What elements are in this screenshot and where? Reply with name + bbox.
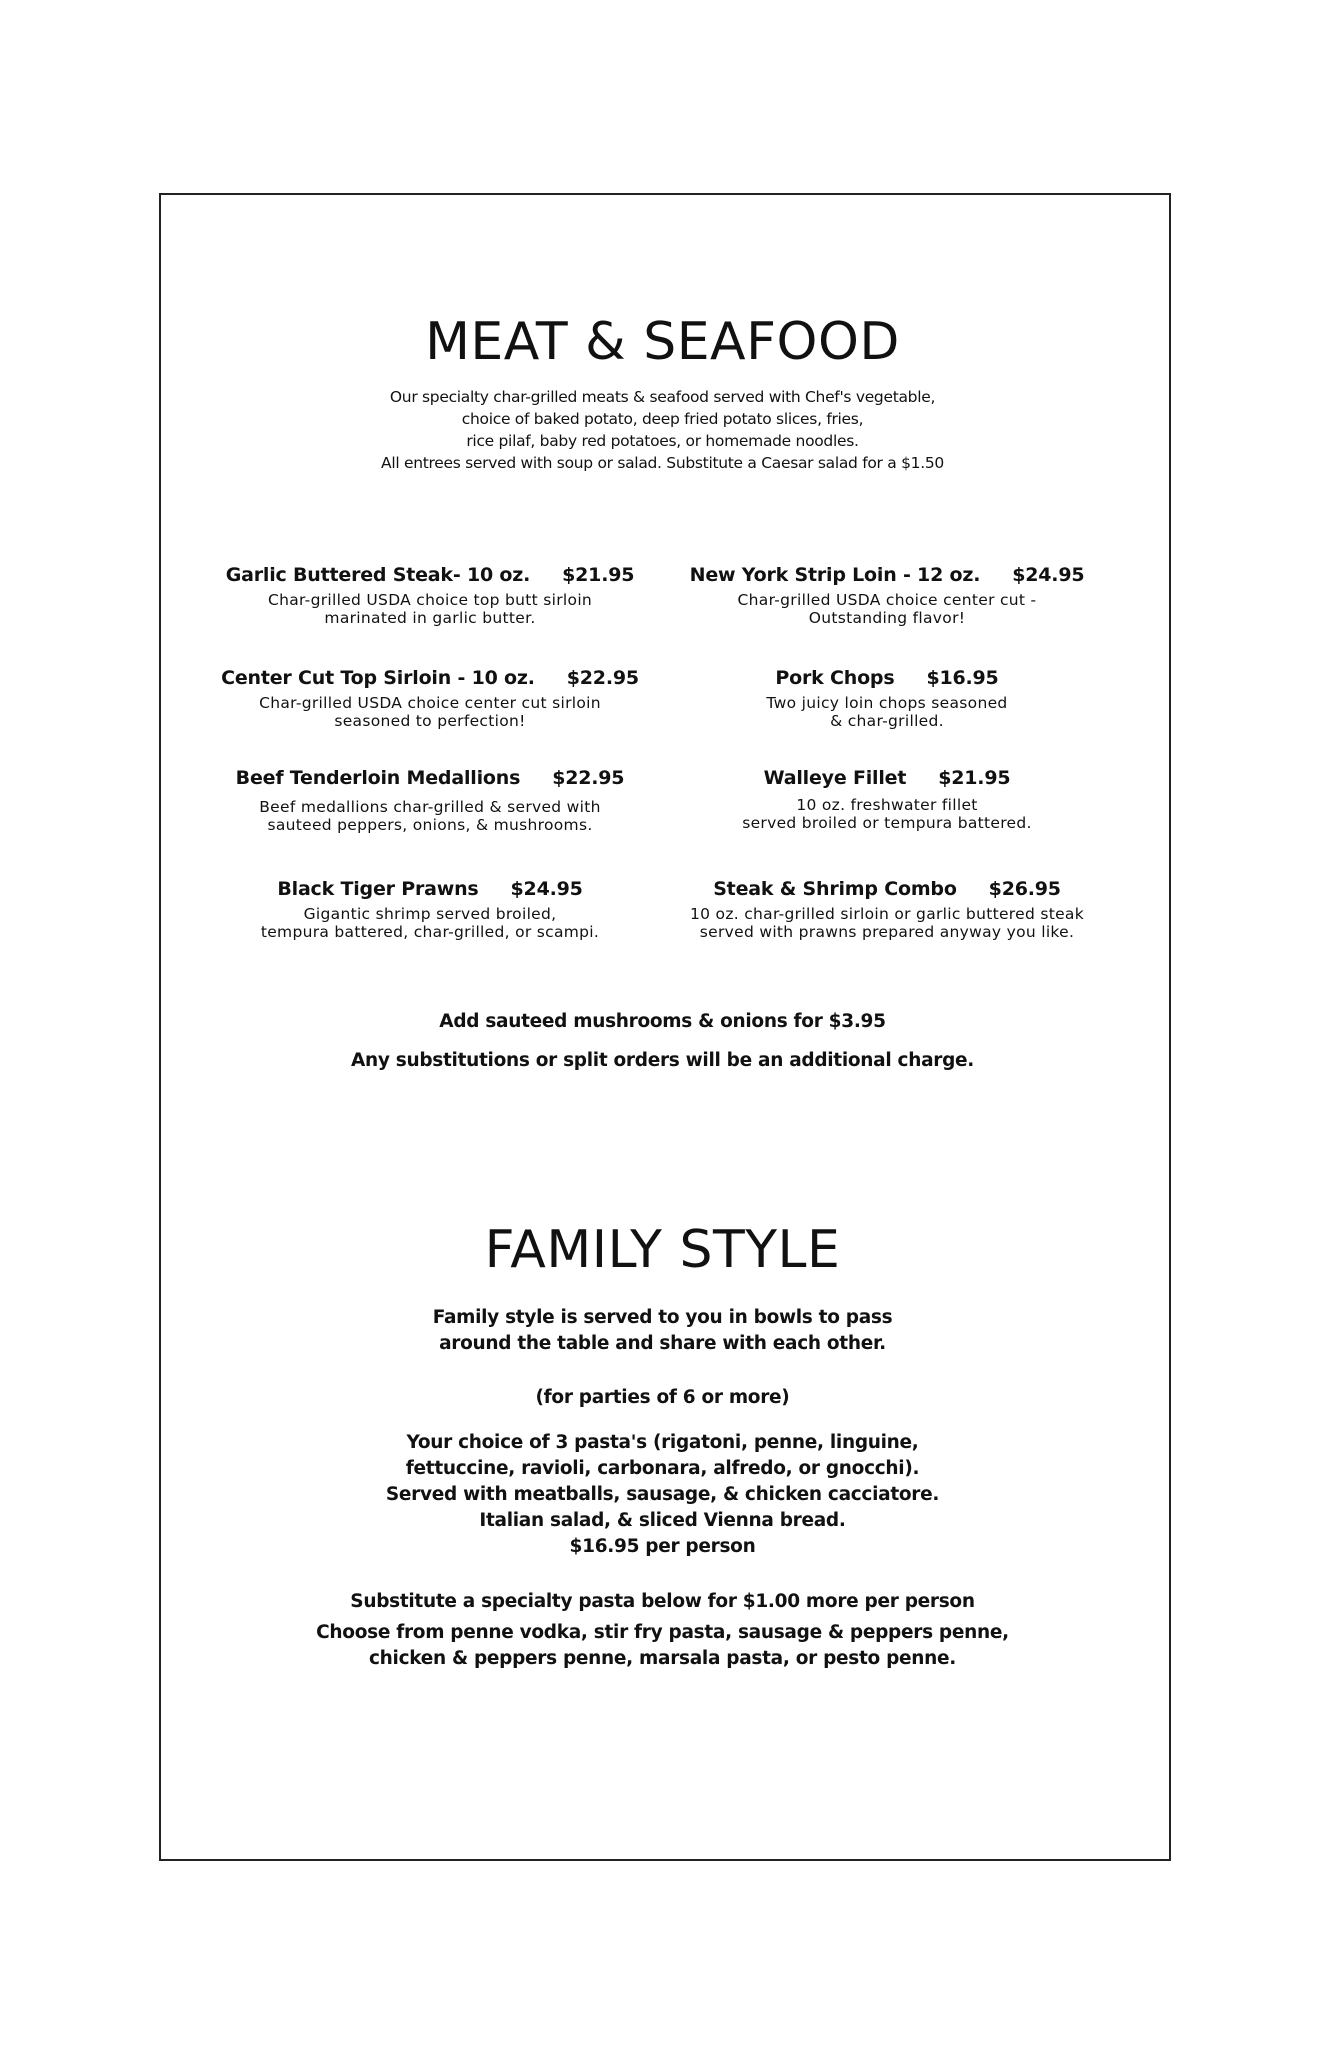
details-line: fettuccine, ravioli, carbonara, alfredo, or gnocchi).	[405, 1458, 920, 1479]
menu-item-steak-shrimp-combo	[627, 877, 1147, 941]
details-line: Italian salad, & sliced Vienna bread.	[479, 1510, 846, 1531]
details-line: Your choice of 3 pasta's (rigatoni, penne, linguine,	[406, 1432, 919, 1453]
description-line: Gigantic shrimp served broiled,	[303, 905, 557, 923]
item-price: $21.95	[938, 767, 1011, 789]
item-price: $24.95	[1012, 564, 1085, 586]
menu-item-center-cut-top-sirloin	[170, 666, 690, 730]
substitution-note: Any substitutions or split orders will be an additional charge.	[350, 1050, 975, 1071]
item-name: Beef Tenderloin Medallions	[235, 767, 521, 789]
menu-item-walleye-fillet	[627, 766, 1147, 832]
choices-line: chicken & peppers penne, marsala pasta, or pesto penne.	[369, 1648, 956, 1669]
family-style-title: FAMILY STYLE	[484, 1220, 841, 1280]
description-line: Char-grilled USDA choice center cut -	[737, 591, 1037, 609]
item-name: Garlic Buttered Steak- 10 oz.	[225, 564, 531, 586]
description-line: sauteed peppers, onions, & mushrooms.	[267, 816, 593, 834]
item-name: Pork Chops	[775, 667, 895, 689]
item-description	[627, 796, 1147, 832]
item-name: Walleye Fillet	[763, 767, 907, 789]
description-line: 10 oz. char-grilled sirloin or garlic buttered steak	[690, 905, 1084, 923]
item-name: Black Tiger Prawns	[277, 878, 479, 900]
item-name: New York Strip Loin - 12 oz.	[689, 564, 981, 586]
intro-line: Our specialty char-grilled meats & seafood served with Chef's vegetable,	[389, 388, 936, 406]
intro-line: rice pilaf, baby red potatoes, or homemade noodles.	[466, 432, 859, 450]
description-line: served broiled or tempura battered.	[742, 814, 1032, 832]
description-line: Two juicy loin chops seasoned	[766, 694, 1008, 712]
item-description	[627, 591, 1147, 627]
family-style-details	[0, 1430, 1325, 1560]
item-price: $22.95	[566, 667, 639, 689]
item-price: $24.95	[510, 878, 583, 900]
description-line: served with prawns prepared anyway you like.	[699, 923, 1075, 941]
item-price: $16.95	[926, 667, 999, 689]
description-line: Char-grilled USDA choice center cut sirloin	[259, 694, 601, 712]
item-description	[170, 694, 690, 730]
description-line: Outstanding flavor!	[808, 609, 966, 627]
item-description	[627, 905, 1147, 941]
item-name: Center Cut Top Sirloin - 10 oz.	[221, 667, 535, 689]
choices-line: Choose from penne vodka, stir fry pasta, sausage & peppers penne,	[316, 1622, 1009, 1643]
intro-line: around the table and share with each other.	[439, 1333, 886, 1354]
intro-line: Family style is served to you in bowls to pass	[432, 1307, 893, 1328]
item-description	[627, 694, 1147, 730]
menu-item-new-york-strip-loin	[627, 563, 1147, 627]
menu-item-beef-tenderloin-medallions	[170, 766, 690, 834]
item-price: $22.95	[552, 767, 625, 789]
description-line: Beef medallions char-grilled & served with	[259, 798, 601, 816]
menu-item-pork-chops	[627, 666, 1147, 730]
add-on-note: Add sauteed mushrooms & onions for $3.95	[439, 1011, 886, 1032]
item-price: $21.95	[562, 564, 635, 586]
party-size-note: (for parties of 6 or more)	[535, 1387, 790, 1408]
description-line: tempura battered, char-grilled, or scampi.	[260, 923, 600, 941]
item-price: $26.95	[988, 878, 1061, 900]
menu-item-black-tiger-prawns	[170, 877, 690, 941]
description-line: Char-grilled USDA choice top butt sirloin	[267, 591, 593, 609]
meat-seafood-title: MEAT & SEAFOOD	[425, 312, 900, 372]
meat-seafood-intro	[0, 386, 1325, 474]
description-line: seasoned to perfection!	[334, 712, 526, 730]
description-line: marinated in garlic butter.	[324, 609, 536, 627]
item-description	[170, 798, 690, 834]
specialty-pasta-choices	[0, 1620, 1325, 1672]
description-line: & char-grilled.	[830, 712, 944, 730]
menu-item-garlic-buttered-steak	[170, 563, 690, 627]
item-description	[170, 591, 690, 627]
description-line: 10 oz. freshwater fillet	[796, 796, 978, 814]
specialty-substitute-note: Substitute a specialty pasta below for $1.00 more per person	[350, 1591, 975, 1612]
intro-line: choice of baked potato, deep fried potato slices, fries,	[461, 410, 864, 428]
family-style-intro	[0, 1305, 1325, 1357]
price-per-person: $16.95 per person	[569, 1536, 756, 1557]
intro-line: All entrees served with soup or salad. Substitute a Caesar salad for a $1.50	[381, 454, 944, 472]
item-name: Steak & Shrimp Combo	[713, 878, 957, 900]
details-line: Served with meatballs, sausage, & chicken cacciatore.	[385, 1484, 940, 1505]
item-description	[170, 905, 690, 941]
